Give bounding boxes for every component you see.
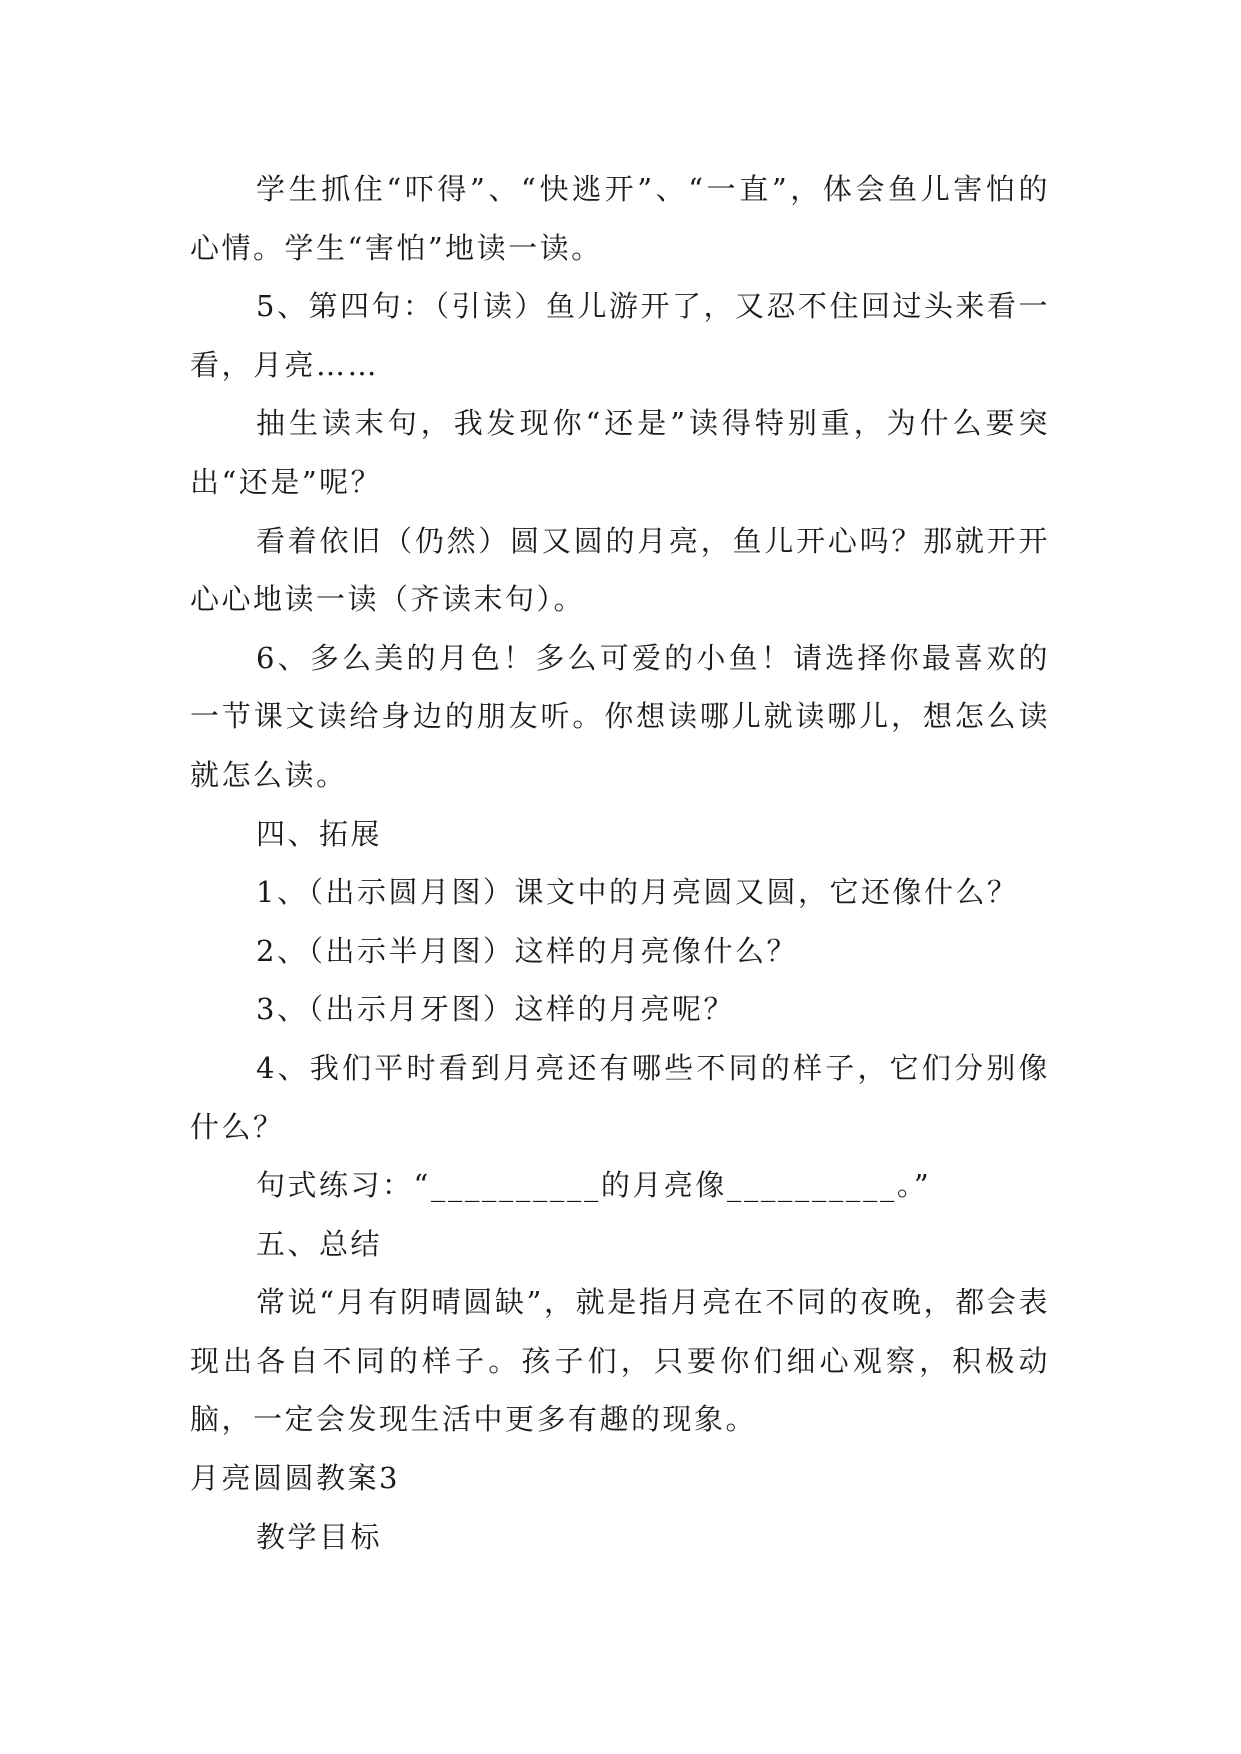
paragraph: 5、第四句：（引读）鱼儿游开了，又忍不住回过头来看一看，月亮…… — [190, 289, 1050, 382]
section-heading: 四、拓展 — [256, 816, 383, 851]
paragraph: 4、我们平时看到月亮还有哪些不同的样子，它们分别像什么？ — [190, 1050, 1050, 1144]
document-body — [190, 160, 1050, 1566]
paragraph: 1、（出示圆月图）课文中的月亮圆又圆，它还像什么？ — [256, 875, 1019, 910]
section-heading: 五、总结 — [256, 1226, 383, 1261]
paragraph: 学生抓住“吓得”、“快逃开”、“一直”，体会鱼儿害怕的心情。学生“害怕”地读一读。 — [190, 172, 1050, 265]
paragraph: 2、（出示半月图）这样的月亮像什么？ — [256, 933, 798, 968]
paragraph: 常说“月有阴晴圆缺”，就是指月亮在不同的夜晚，都会表现出各自不同的样子。孩子们，只要你们细心观察，积极动脑，一定会发现生活中更多有趣的现象。 — [190, 1285, 1050, 1437]
section-heading: 教学目标 — [256, 1519, 383, 1554]
paragraph: 抽生读末句，我发现你“还是”读得特别重，为什么要突出“还是”呢？ — [190, 406, 1050, 499]
paragraph: 3、（出示月牙图）这样的月亮呢？ — [256, 992, 735, 1027]
sentence-exercise: 句式练习：“__________的月亮像__________。” — [256, 1168, 932, 1203]
document-title: 月亮圆圆教案3 — [190, 1461, 400, 1496]
paragraph: 6、多么美的月色！多么可爱的小鱼！请选择你最喜欢的一节课文读给身边的朋友听。你想读哪儿就读哪儿，想怎么读就怎么读。 — [190, 640, 1050, 792]
paragraph: 看着依旧（仍然）圆又圆的月亮，鱼儿开心吗？那就开开心心地读一读（齐读末句）。 — [190, 523, 1050, 617]
